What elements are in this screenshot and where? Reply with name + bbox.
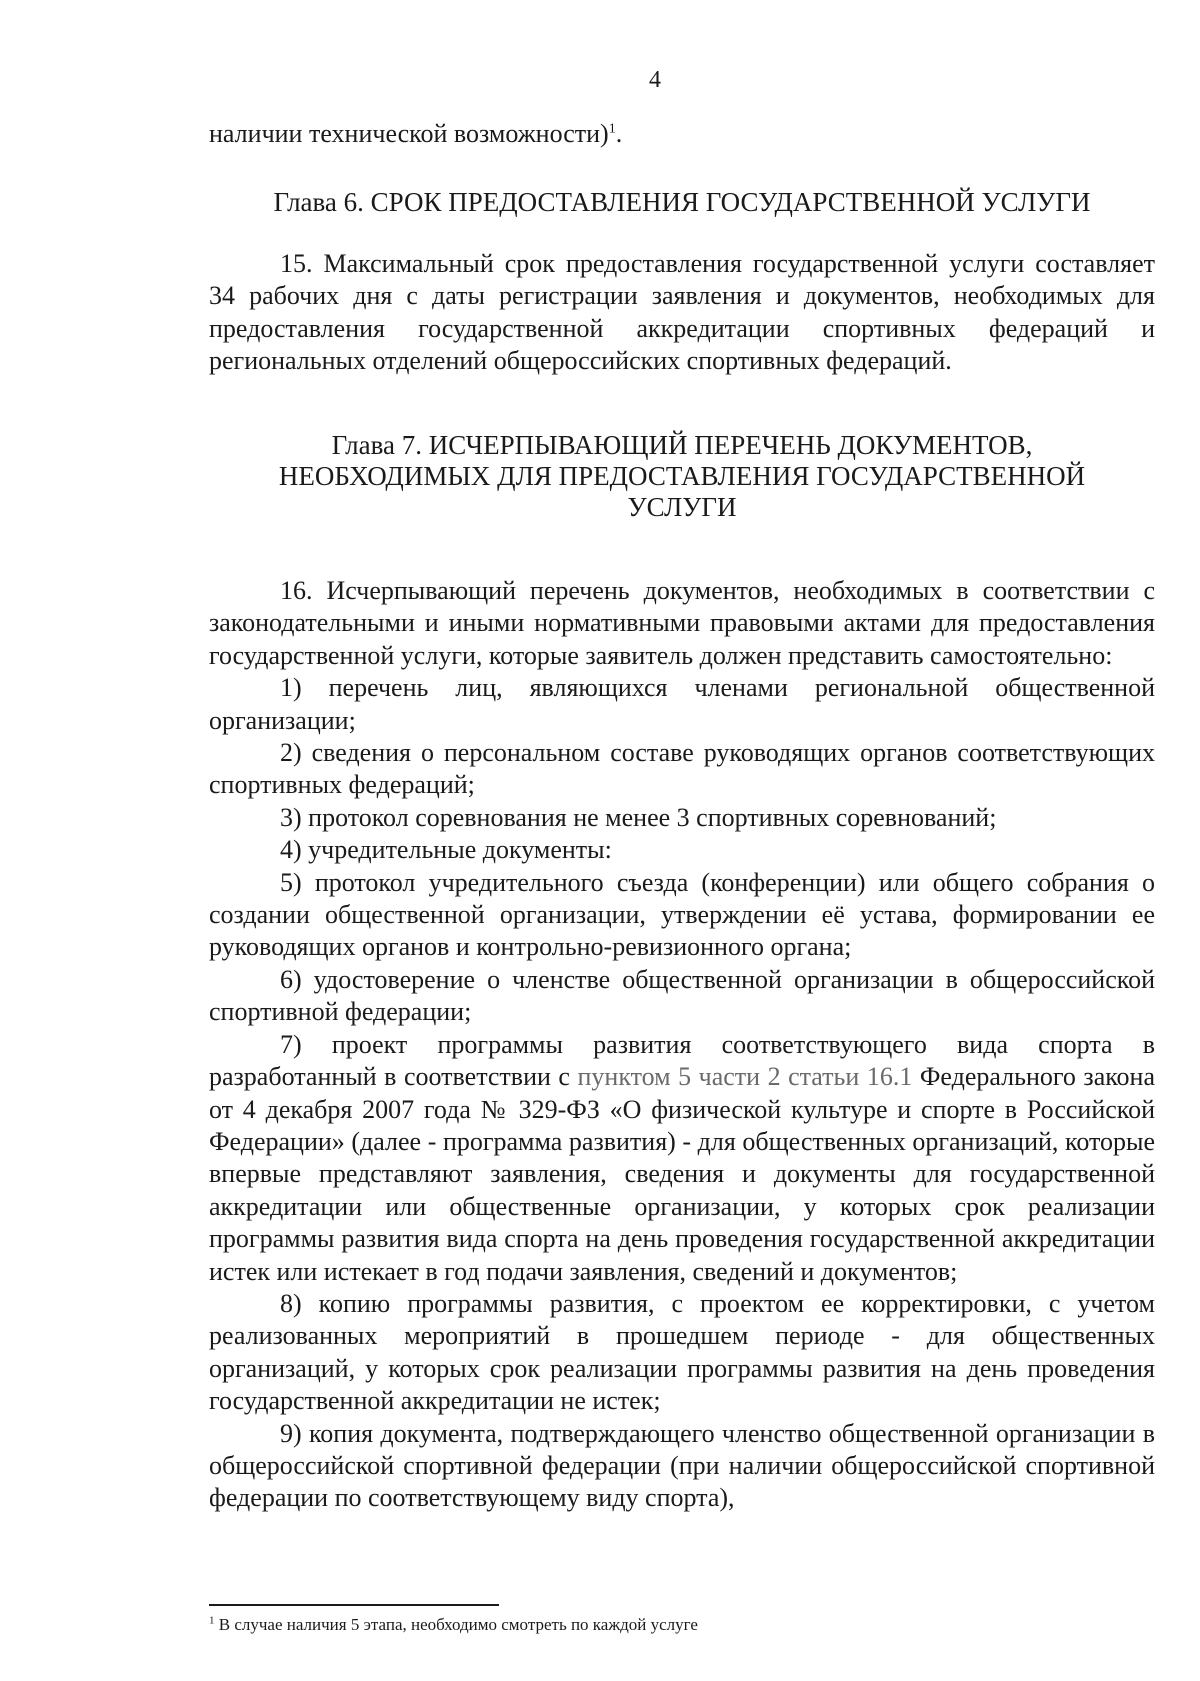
intro-text: наличии технической возможности)	[209, 119, 609, 148]
list-item-7-part-a: 7) проект программы развития соответствующего вида спорта в разработанный в соответствии с	[209, 1029, 1155, 1092]
list-item-3: 3) протокол соревнования не менее 3 спортивных соревнований;	[280, 802, 997, 832]
law-article-reference: пунктом 5 части 2 статьи 16.1	[577, 1062, 913, 1092]
chapter-6-title: Глава 6. СРОК ПРЕДОСТАВЛЕНИЯ ГОСУДАРСТВЕННОЙ УСЛУГИ	[273, 187, 1091, 217]
paragraph-15: 15. Максимальный срок предоставления государственной услуги составляет 34 рабочих дня с даты регистрации заявления и документов, необходимых для предоставления государственной аккредитации спортивных федераций и региональных отделений общероссийских спортивных федераций.	[209, 249, 1155, 376]
intro-end: .	[615, 119, 623, 148]
footnote	[209, 1614, 1109, 1636]
list-item-6: 6) удостоверение о членстве общественной организации в общероссийской спортивной федерации;	[209, 964, 1155, 1027]
intro-line	[209, 118, 1155, 150]
list-item-5: 5) протокол учредительного съезда (конференции) или общего собрания о создании общественной организации, утверждении её устава, формировании ее руководящих органов и контрольно-ревизионного органа;	[209, 867, 1155, 962]
list-item-7-part-b: Федерального закона от 4 декабря 2007 года № 329-ФЗ «О физической культуре и спорте в Российской Федерации» (далее - программа развития) - для общественных организаций, которые впервые представляют заявления, сведения и документы для государственной аккредитации или общественные организации, у которых срок реализации программы развития вида спорта на день проведения государственной аккредитации истек или истекает в год подачи заявления, сведений и документов;	[209, 1062, 1155, 1286]
chapter-6-body	[209, 248, 1155, 378]
footnote-mark: 1	[209, 1614, 215, 1627]
paragraph-16: 16. Исчерпывающий перечень документов, необходимых в соответствии с законодательными и иными нормативными правовыми актами для предоставления государственной услуги, которые заявитель должен представить самостоятельно:	[209, 576, 1155, 670]
chapter-7-heading	[209, 430, 1155, 523]
chapter-7-title-line-1: Глава 7. ИСЧЕРПЫВАЮЩИЙ ПЕРЕЧЕНЬ ДОКУМЕНТОВ,	[331, 430, 1033, 460]
chapter-7-title-line-3: УСЛУГИ	[627, 492, 737, 522]
list-item-1: 1) перечень лиц, являющихся членами региональной общественной организации;	[209, 673, 1155, 735]
chapter-6	[209, 187, 1155, 218]
page-number: 4	[649, 67, 661, 93]
list-item-7	[209, 1029, 1155, 1288]
intro-paragraph	[209, 118, 1155, 150]
footnote-divider	[209, 1604, 499, 1606]
list-item-9: 9) копия документа, подтверждающего членство общественной организации в общероссийской спортивной федерации (при наличии общероссийской спортивной федерации по соответствующему виду спорта),	[209, 1418, 1155, 1513]
chapter-7-body	[209, 575, 1155, 1515]
list-item-2: 2) сведения о персональном составе руководящих органов соответствующих спортивных федераций;	[209, 738, 1155, 800]
list-item-4: 4) учредительные документы:	[280, 835, 612, 865]
footnote-reference: 1	[608, 121, 616, 137]
footnote-text: В случае наличия 5 этапа, необходимо смотреть по каждой услуге	[214, 1615, 698, 1634]
chapter-7-title-line-2: НЕОБХОДИМЫХ ДЛЯ ПРЕДОСТАВЛЕНИЯ ГОСУДАРСТВЕННОЙ	[278, 461, 1086, 491]
list-item-8: 8) копию программы развития, с проектом ее корректировки, с учетом реализованных мероприятий в прошедшем периоде - для общественных организаций, у которых срок реализации программы развития на день проведения государственной аккредитации не истек;	[209, 1288, 1155, 1416]
